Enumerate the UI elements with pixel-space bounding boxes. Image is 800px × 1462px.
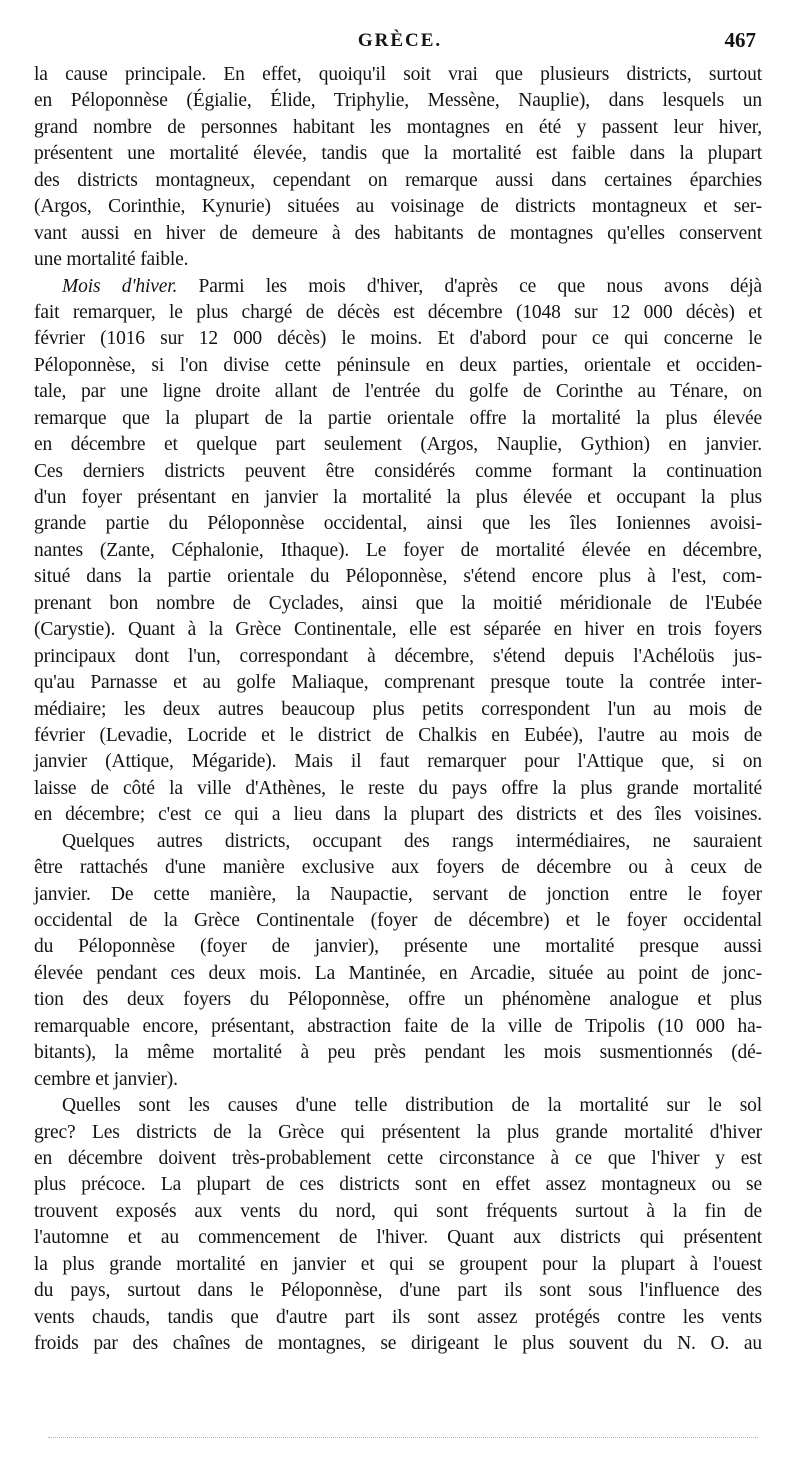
- text-line: plus précoce. La plupart de ces districts sont en effet assez montagneux ou se: [34, 1174, 762, 1196]
- text-line: vents chauds, tandis que d'autre part ils sont assez protégés contre les vents: [34, 1306, 762, 1328]
- text-line: janvier (Attique, Mégaride). Mais il faut remarquer pour l'Attique que, si on: [34, 751, 762, 773]
- text-line: occidental de la Grèce Continentale (foyer de décembre) et le foyer occidental: [34, 910, 762, 931]
- text-line: médiaire; les deux autres beaucoup plus petits correspondent l'un au mois de: [34, 698, 762, 720]
- running-title: GRÈCE.: [357, 30, 443, 51]
- text-line: grand nombre de personnes habitant les montagnes en été y passent leur hiver,: [34, 116, 762, 138]
- text-line: d'un foyer présentant en janvier la mortalité la plus élevée et occupant la plus: [34, 487, 762, 508]
- text-line: cembre et janvier).: [34, 1068, 178, 1090]
- text-line: en décembre et quelque part seulement (Argos, Nauplie, Gythion) en janvier.: [34, 434, 762, 456]
- text-line: (Argos, Corinthie, Kynurie) situées au voisinage de districts montagneux et ser-: [34, 196, 762, 218]
- text-line: principaux dont l'un, correspondant à décembre, s'étend depuis l'Achéloüs jus-: [34, 645, 762, 667]
- text-line: une mortalité faible.: [34, 249, 189, 271]
- text-line: prenant bon nombre de Cyclades, ainsi que la moitié méridionale de l'Eubée: [34, 592, 762, 614]
- text-line: bitants), la même mortalité à peu près pendant les mois susmentionnés (dé-: [34, 1042, 762, 1064]
- text-line: Ces derniers districts peuvent être considérés comme formant la continuation: [34, 460, 762, 482]
- text-line: Quelques autres districts, occupant des rangs intermédiaires, ne sauraient: [62, 830, 762, 852]
- page-header: [0, 26, 800, 58]
- text-line: février (1016 sur 12 000 décès) le moins. Et d'abord pour ce qui concerne le: [34, 328, 762, 350]
- section-heading: Mois d'hiver.: [62, 275, 178, 297]
- text-line: tale, par une ligne droite allant de l'entrée du golfe de Corinthe au Ténare, on: [34, 381, 762, 403]
- text-line: remarquable encore, présentant, abstraction faite de la ville de Tripolis (10 000 ha-: [34, 1015, 762, 1037]
- text-line: en Péloponnèse (Égialie, Élide, Triphylie, Messène, Nauplie), dans lesquels un: [34, 90, 762, 112]
- text-line: du Péloponnèse (foyer de janvier), présente une mortalité presque aussi: [34, 936, 762, 958]
- text-line: la plus grande mortalité en janvier et qui se groupent pour la plupart à l'ouest: [34, 1253, 762, 1275]
- text-line: remarque que la plupart de la partie orientale offre la mortalité la plus élevée: [34, 407, 762, 429]
- text-line: qu'au Parnasse et au golfe Maliaque, comprenant presque toute la contrée inter-: [34, 672, 762, 694]
- text-line: laisse de côté la ville d'Athènes, le reste du pays offre la plus grande mortalité: [34, 777, 762, 799]
- text-line: tion des deux foyers du Péloponnèse, offre un phénomène analogue et plus: [34, 989, 762, 1011]
- text-line: (Carystie). Quant à la Grèce Continentale, elle est séparée en hiver en trois foyers: [34, 619, 762, 641]
- text-line: fait remarquer, le plus chargé de décès est décembre (1048 sur 12 000 décès) et: [34, 301, 762, 323]
- footer-rule: [48, 1437, 758, 1438]
- text-line: présentent une mortalité élevée, tandis que la mortalité est faible dans la plupart: [34, 143, 762, 165]
- text-line: nantes (Zante, Céphalonie, Ithaque). Le foyer de mortalité élevée en décembre,: [34, 539, 762, 561]
- text-line: Quelles sont les causes d'une telle distribution de la mortalité sur le sol: [62, 1095, 762, 1117]
- body-text: [34, 62, 762, 1357]
- text-line: février (Levadie, Locride et le district de Chalkis en Eubée), l'autre au mois de: [34, 724, 762, 746]
- text-line: Mois d'hiver. Parmi les mois d'hiver, d'après ce que nous avons déjà: [62, 275, 762, 297]
- text-line: Péloponnèse, si l'on divise cette péninsule en deux parties, orientale et occiden-: [34, 354, 762, 376]
- text-line: la cause principale. En effet, quoiqu'il soit vrai que plusieurs districts, surtout: [34, 64, 762, 85]
- text-line: grande partie du Péloponnèse occidental, ainsi que les îles Ioniennes avoisi-: [34, 513, 762, 535]
- text-line: situé dans la partie orientale du Péloponnèse, s'étend encore plus à l'est, com-: [34, 566, 762, 588]
- text-line: élevée pendant ces deux mois. La Mantinée, en Arcadie, située au point de jonc-: [34, 962, 762, 984]
- text-line: grec? Les districts de la Grèce qui présentent la plus grande mortalité d'hiver: [34, 1121, 762, 1143]
- text-line: du pays, surtout dans le Péloponnèse, d'une part ils sont sous l'influence des: [34, 1280, 762, 1302]
- page-number: 467: [724, 28, 756, 52]
- text-line: être rattachés d'une manière exclusive aux foyers de décembre ou à ceux de: [34, 857, 762, 879]
- text-line: vant aussi en hiver de demeure à des habitants de montagnes qu'elles conservent: [34, 222, 762, 244]
- text-line: froids par des chaînes de montagnes, se dirigeant le plus souvent du N. O. au: [34, 1333, 762, 1354]
- text-line: trouvent exposés aux vents du nord, qui sont fréquents surtout à la fin de: [34, 1200, 762, 1222]
- text-line: en décembre doivent très-probablement cette circonstance à ce que l'hiver y est: [34, 1147, 762, 1169]
- text-line: janvier. De cette manière, la Naupactie, servant de jonction entre le foyer: [34, 883, 762, 905]
- text-line: des districts montagneux, cependant on remarque aussi dans certaines éparchies: [34, 169, 762, 191]
- text-line: en décembre; c'est ce qui a lieu dans la plupart des districts et des îles voisines.: [34, 804, 762, 826]
- text-line: l'automne et au commencement de l'hiver. Quant aux districts qui présentent: [34, 1227, 762, 1249]
